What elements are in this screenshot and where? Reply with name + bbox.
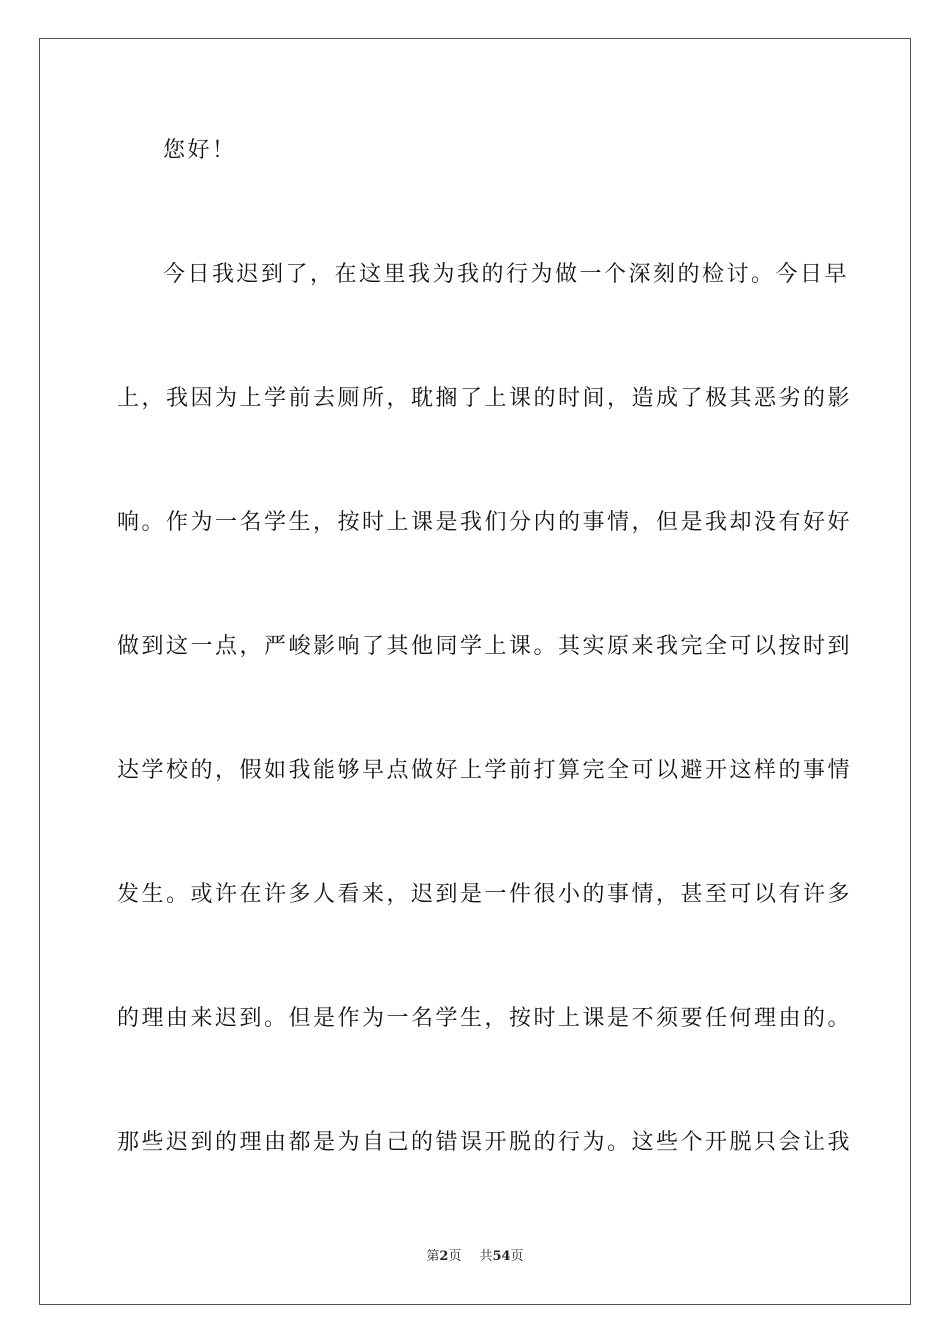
page-suffix: 页: [448, 1249, 462, 1264]
page-border: [39, 38, 911, 1305]
page-number: 2: [439, 1249, 449, 1264]
body-line-4: 做到这一点，严峻影响了其他同学上课。其实原来我完全可以按时到: [117, 634, 853, 659]
body-line-2: 上，我因为上学前去厕所，耽搁了上课的时间，造成了极其恶劣的影: [117, 386, 853, 411]
body-line-1: 今日我迟到了，在这里我为我的行为做一个深刻的检讨。今日早: [163, 262, 850, 287]
body-line-5: 达学校的，假如我能够早点做好上学前打算完全可以避开这样的事情: [117, 758, 853, 783]
page-prefix: 第: [426, 1249, 440, 1264]
body-line-8: 那些迟到的理由都是为自己的错误开脱的行为。这些个开脱只会让我: [117, 1130, 853, 1155]
body-line-7: 的理由来迟到。但是作为一名学生，按时上课是不须要任何理由的。: [117, 1006, 853, 1031]
total-prefix: 共: [479, 1249, 493, 1264]
total-suffix: 页: [510, 1249, 524, 1264]
greeting-line: 您好！: [163, 138, 237, 163]
body-line-6: 发生。或许在许多人看来，迟到是一件很小的事情，甚至可以有许多: [117, 882, 853, 907]
total-pages: 54: [492, 1249, 511, 1264]
page-footer: [0, 1249, 950, 1265]
body-line-3: 响。作为一名学生，按时上课是我们分内的事情，但是我却没有好好: [117, 510, 853, 535]
